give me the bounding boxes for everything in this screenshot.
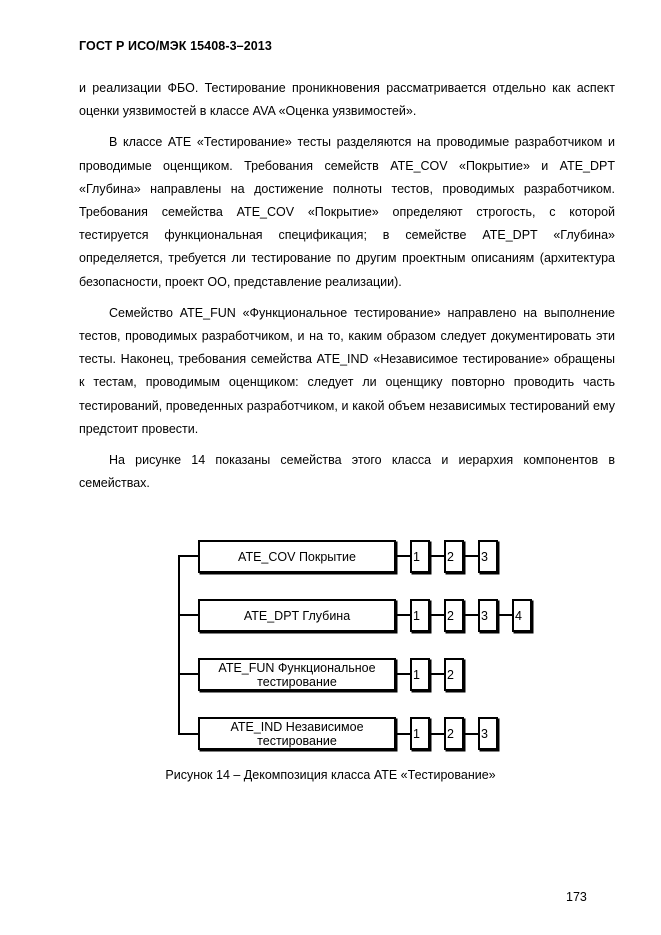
- component-box: 2: [444, 540, 464, 573]
- paragraph-4: На рисунке 14 показаны семейства этого класса и иерархия компонентов в семействах.: [79, 453, 615, 491]
- document-header: ГОСТ Р ИСО/МЭК 15408-3–2013: [79, 39, 272, 53]
- component-box: 3: [478, 540, 498, 573]
- connector-line: [396, 733, 410, 735]
- component-box: 1: [410, 658, 430, 691]
- connector-line: [430, 614, 444, 616]
- page-number: 173: [566, 890, 587, 904]
- connector-line: [396, 614, 410, 616]
- family-box-ate-dpt: ATE_DPT Глубина: [198, 599, 396, 632]
- component-box: 1: [410, 540, 430, 573]
- connector-line: [430, 673, 444, 675]
- body-text: [79, 77, 615, 495]
- paragraph-2: В классе ATE «Тестирование» тесты разделяются на проводимые разработчиком и проводимые оценщиком. Требования семейств ATE_COV «Покрытие» и ATE_DPT «Глубина» направлены на достижение полноты тестов, проводимых разработчиком. Требования семейства ATE_COV «Покрытие» определяют строгость, с которой тестируется функциональная спецификация; в семействе ATE_DPT «Глубина» определяется, требуется ли тестирование по другим проектным описаниям (архитектура безопасности, проект ОО, представление реализации).: [79, 135, 615, 289]
- paragraph-1: и реализации ФБО. Тестирование проникновения рассматривается отдельно как аспект оценки уязвимостей в классе AVA «Оценка уязвимостей».: [79, 81, 615, 119]
- branch-line: [178, 555, 198, 557]
- connector-line: [464, 733, 478, 735]
- connector-line: [464, 555, 478, 557]
- branch-line: [178, 614, 198, 616]
- figure-caption: Рисунок 14 – Декомпозиция класса ATE «Тестирование»: [165, 768, 496, 782]
- branch-line: [178, 733, 198, 735]
- component-box: 3: [478, 599, 498, 632]
- connector-line: [498, 614, 512, 616]
- trunk-line: [178, 555, 180, 735]
- connector-line: [464, 614, 478, 616]
- component-box: 3: [478, 717, 498, 750]
- branch-line: [178, 673, 198, 675]
- family-box-ate-fun: ATE_FUN Функциональное тестирование: [198, 658, 396, 691]
- family-box-ate-ind: ATE_IND Независимое тестирование: [198, 717, 396, 750]
- component-box: 2: [444, 658, 464, 691]
- component-box: 1: [410, 599, 430, 632]
- paragraph-3: Семейство ATE_FUN «Функциональное тестирование» направлено на выполнение тестов, проводимых разработчиком, и на то, каким образом следует документировать эти тесты. Наконец, требования семейства ATE_IND «Независимое тестирование» обращены к тестам, проводимым оценщиком: следует ли оценщику повторно проводить часть тестирований, проведенных разработчиком, и какой объем независимых тестирований ему предстоит провести.: [79, 305, 615, 436]
- connector-line: [396, 555, 410, 557]
- family-box-ate-cov: ATE_COV Покрытие: [198, 540, 396, 573]
- component-box: 1: [410, 717, 430, 750]
- connector-line: [430, 555, 444, 557]
- component-box: 2: [444, 599, 464, 632]
- component-box: 4: [512, 599, 532, 632]
- connector-line: [396, 673, 410, 675]
- connector-line: [430, 733, 444, 735]
- component-box: 2: [444, 717, 464, 750]
